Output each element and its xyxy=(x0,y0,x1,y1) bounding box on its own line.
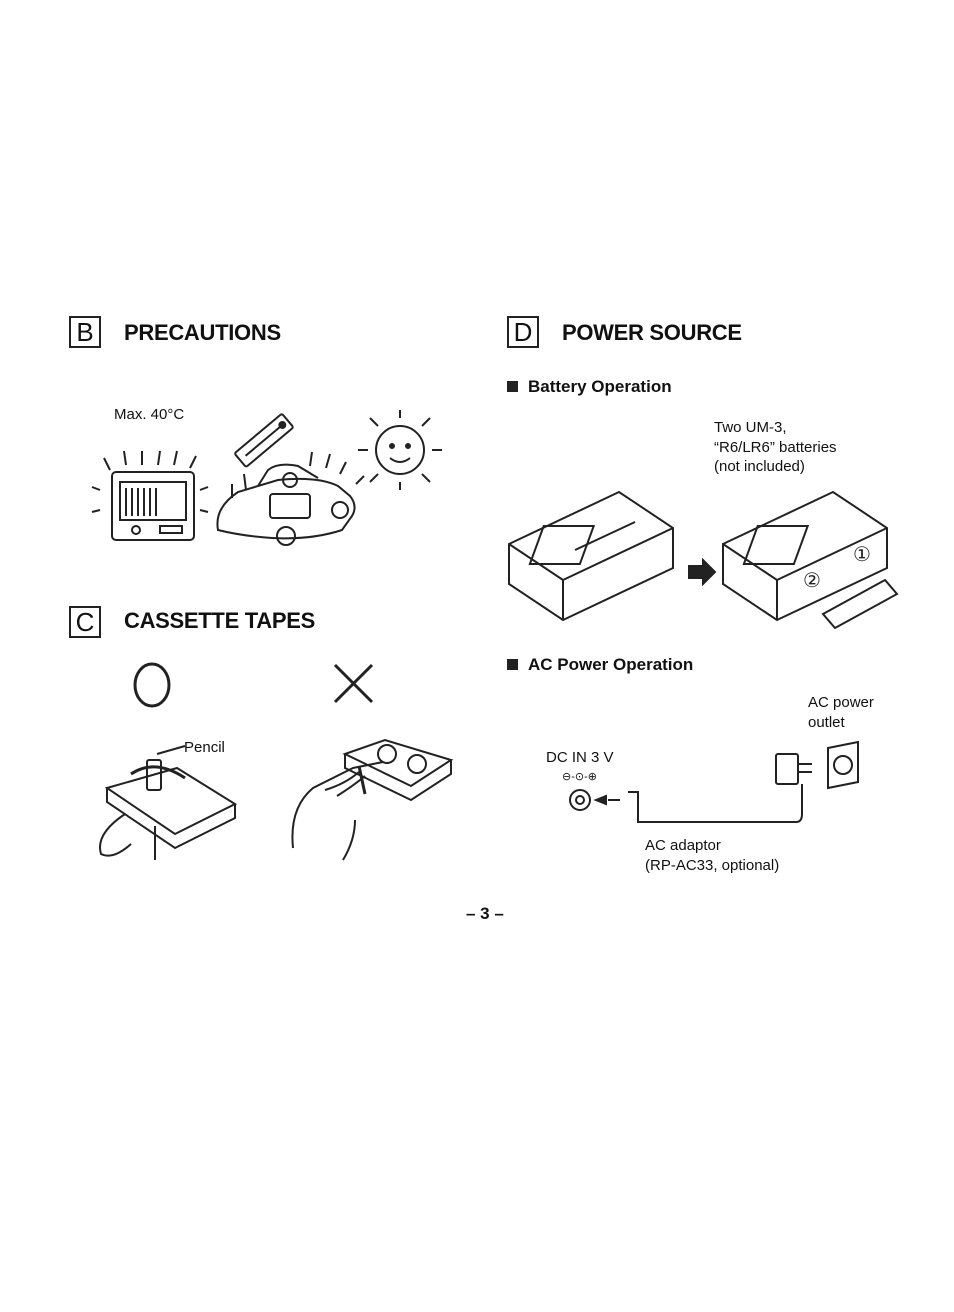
step-two-marker: ② xyxy=(803,570,821,592)
section-letter-d: D xyxy=(507,316,539,348)
battery-note-line: Two UM-3, xyxy=(714,419,787,436)
max-temperature-label: Max. 40°C xyxy=(114,406,185,423)
ac-adaptor-note xyxy=(645,836,779,875)
dc-jack-icon xyxy=(570,790,590,810)
sun-icon xyxy=(358,410,442,490)
power-source-title: POWER SOURCE xyxy=(562,320,742,345)
adaptor-icon xyxy=(776,754,812,784)
cassette-tapes-title: CASSETTE TAPES xyxy=(124,608,315,633)
ac-outlet-line: AC power xyxy=(808,694,874,711)
cassette-player-closed-icon xyxy=(509,492,673,620)
pencil-label: Pencil xyxy=(184,739,225,756)
touching-tape-illustration xyxy=(285,730,455,870)
car-icon xyxy=(217,452,364,545)
battery-note-line: (not included) xyxy=(714,458,805,475)
ac-power-operation-heading xyxy=(507,655,693,675)
heat-warning-illustration xyxy=(90,410,450,560)
battery-note-line: “R6/LR6” batteries xyxy=(714,438,837,456)
dc-in-label: DC IN 3 V xyxy=(546,749,614,766)
battery-installation-illustration xyxy=(505,484,905,640)
battery-operation-label: Battery Operation xyxy=(528,377,672,396)
ac-adaptor-illustration xyxy=(560,740,870,830)
correct-circle-icon xyxy=(132,660,182,710)
section-letter-b: B xyxy=(69,316,101,348)
battery-operation-heading xyxy=(507,377,672,397)
ac-adaptor-line: AC adaptor xyxy=(645,837,721,854)
step-one-marker: ① xyxy=(853,544,871,566)
page-number: – 3 – xyxy=(466,904,504,923)
radio-icon xyxy=(92,451,208,540)
section-letter-c: C xyxy=(69,606,101,638)
ac-adaptor-line: (RP-AC33, optional) xyxy=(645,856,780,874)
ac-outlet-note xyxy=(808,693,874,732)
thermometer-icon xyxy=(234,414,293,468)
arrow-right-icon xyxy=(689,560,715,584)
ac-power-operation-label: AC Power Operation xyxy=(528,655,694,674)
ac-outlet-line: outlet xyxy=(808,713,845,731)
polarity-symbol: ⊖-⊙-⊕ xyxy=(562,771,597,783)
bullet-square-icon xyxy=(507,381,518,392)
incorrect-cross-icon xyxy=(332,662,382,712)
bullet-square-icon xyxy=(507,659,518,670)
power-outlet-icon xyxy=(828,742,858,788)
precautions-title: PRECAUTIONS xyxy=(124,320,281,345)
battery-note xyxy=(714,418,837,477)
pencil-winding-cassette-illustration xyxy=(95,740,245,860)
